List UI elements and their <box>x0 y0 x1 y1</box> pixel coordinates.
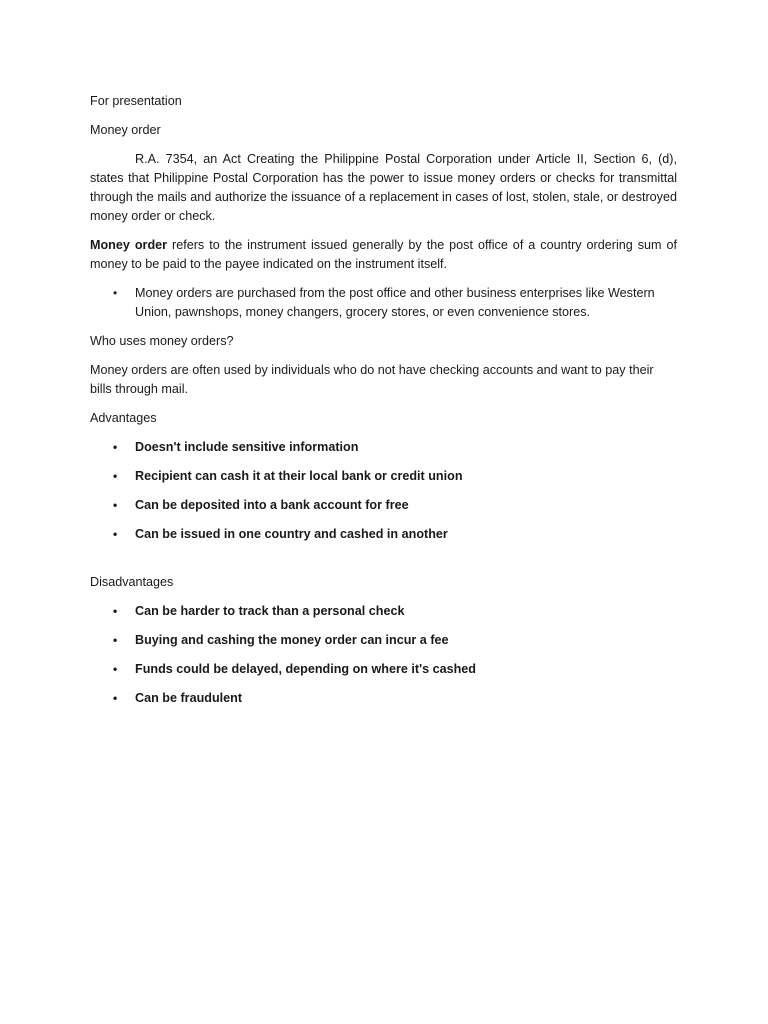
list-item <box>90 689 677 708</box>
disadvantages-list <box>90 602 677 708</box>
list-item-text: Can be fraudulent <box>135 691 243 705</box>
section-title-disadvantages: Disadvantages <box>90 575 174 589</box>
paragraph-definition <box>90 236 677 274</box>
list-item <box>90 467 677 486</box>
list-item <box>90 438 677 457</box>
section-title-who-uses: Who uses money orders? <box>90 334 234 348</box>
list-item <box>90 660 677 679</box>
advantages-list <box>90 438 677 544</box>
paragraph-ra-7354: R.A. 7354, an Act Creating the Philippine Postal Corporation under Article II, Section 6, (d), states that Philippine Postal Corporation has the power to issue money orders or checks for transmittal through the mails and authorize the issuance of a replacement in cases of lost, stolen, stale, or destroyed money order or check. <box>90 152 677 223</box>
list-item <box>90 602 677 621</box>
list-item-text: Can be issued in one country and cashed in another <box>135 527 448 541</box>
list-item-text: Doesn't include sensitive information <box>135 440 359 454</box>
bullet-icon: • <box>113 527 118 541</box>
list-item <box>90 631 677 650</box>
section-title-money-order: Money order <box>90 123 161 137</box>
bullet-icon: • <box>113 604 118 618</box>
purchase-list <box>90 284 677 322</box>
definition-term: Money order <box>90 238 168 252</box>
bullet-icon: • <box>113 469 118 483</box>
section-title-advantages: Advantages <box>90 411 157 425</box>
paragraph-who-uses: Money orders are often used by individuals who do not have checking accounts and want to pay their bills through mail. <box>90 363 654 396</box>
list-item <box>90 284 677 322</box>
list-item-text: Funds could be delayed, depending on where it's cashed <box>135 662 476 676</box>
bullet-icon: • <box>113 498 118 512</box>
document-heading: For presentation <box>90 94 182 108</box>
list-item-text: Money orders are purchased from the post office and other business enterprises like Western Union, pawnshops, money changers, grocery stores, or even convenience stores. <box>135 286 655 319</box>
bullet-icon: • <box>113 440 118 454</box>
bullet-icon: • <box>113 286 118 300</box>
list-item <box>90 496 677 515</box>
list-item-text: Buying and cashing the money order can incur a fee <box>135 633 449 647</box>
list-item-text: Recipient can cash it at their local bank or credit union <box>135 469 463 483</box>
list-item <box>90 525 677 544</box>
bullet-icon: • <box>113 633 118 647</box>
document-page <box>90 92 677 718</box>
blank-line <box>90 554 677 573</box>
bullet-icon: • <box>113 662 118 676</box>
list-item-text: Can be deposited into a bank account for free <box>135 498 409 512</box>
definition-text: refers to the instrument issued generally by the post office of a country ordering sum of money to be paid to the payee indicated on the instrument itself. <box>90 238 678 271</box>
bullet-icon: • <box>113 691 118 705</box>
list-item-text: Can be harder to track than a personal check <box>135 604 405 618</box>
